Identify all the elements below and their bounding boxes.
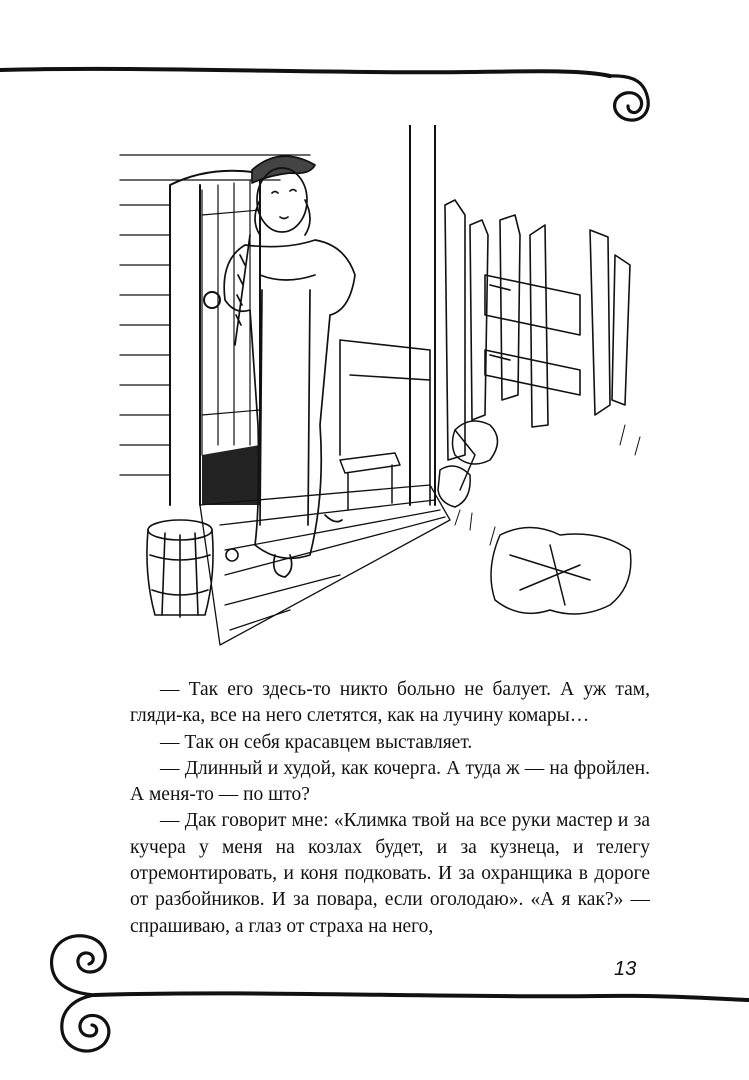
paragraph: — Длинный и худой, как кочерга. А туда ж — на фройлен. А меня-то — по што? <box>130 757 650 806</box>
porch-railing <box>340 340 430 505</box>
dress <box>224 240 355 558</box>
paragraph: — Дак говорит мне: «Климка твой на все руки мастер и за кучера у меня на козлах будет, и за кузнеца, и телегу отремонтировать, и коня подковать. И за охранщика в дороге от разбойников. И за повара, если оголодаю». «А я как?» — спрашиваю, а глаз от страха на него, <box>130 810 650 937</box>
porch-post <box>410 125 435 505</box>
top-rule <box>0 69 610 76</box>
girl-figure <box>224 156 355 577</box>
doorway-shadow <box>202 445 260 505</box>
barrel <box>147 520 238 617</box>
spiral-ornament-icon <box>608 76 648 120</box>
burdock-leaves <box>438 421 631 614</box>
bottom-rule <box>95 993 749 1000</box>
porch-floor <box>200 485 450 645</box>
bench <box>340 453 400 510</box>
log-wall <box>120 155 310 475</box>
paragraph: — Так он себя красавцем выставляет. <box>160 731 473 753</box>
grass <box>455 425 640 545</box>
porch-girl-illustration <box>110 125 650 665</box>
paragraph: — Так его здесь-то никто больно не балует. А уж там, гляди-ка, все на него слетятся, как на лучину комары… <box>130 679 650 727</box>
headband <box>252 156 315 183</box>
page-number: 13 <box>614 958 637 980</box>
face <box>257 168 307 232</box>
body-text <box>130 677 650 940</box>
